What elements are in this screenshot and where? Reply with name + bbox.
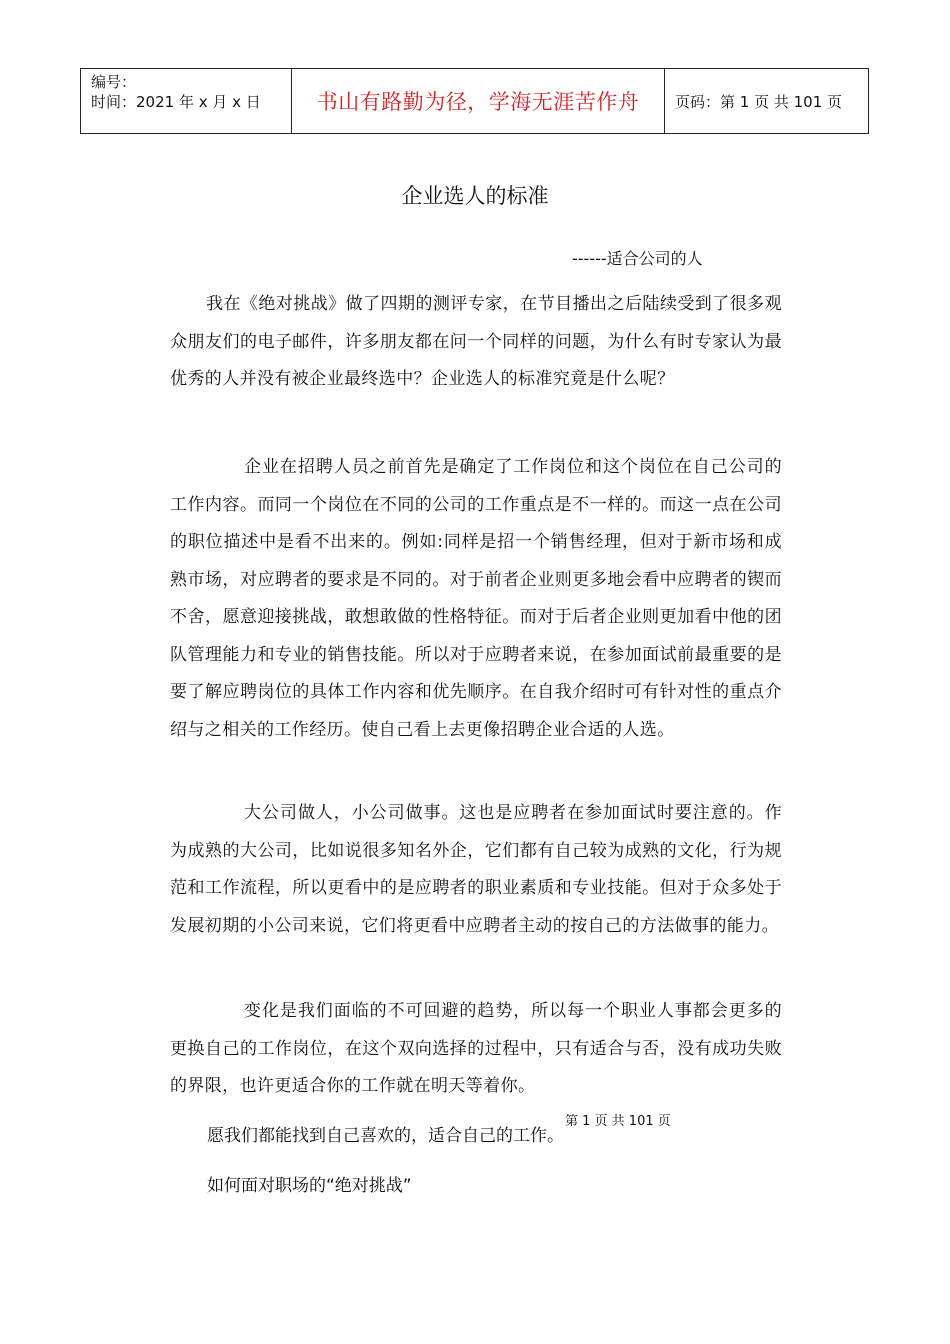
document-subtitle: ------适合公司的人 (572, 249, 703, 268)
paragraph-next-heading: 如何面对职场的“绝对挑战” (207, 1176, 412, 1196)
paragraph-intro: 我在《绝对挑战》做了四期的测评专家，在节目播出之后陆续受到了很多观众朋友们的电子邮件，许多朋友都在问一个同样的问题，为什么有时专家认为最优秀的人并没有被企业最终选中？企业选人的标准究竟是什么呢？ (170, 294, 782, 389)
header-meta-cell (81, 69, 292, 134)
header-table (80, 68, 869, 134)
page-footer: 第 1 页 共 101 页 (565, 1114, 671, 1129)
document-number-label: 编号： (91, 73, 137, 91)
header-page-info: 页码：第 1 页 共 101 页 (665, 69, 869, 134)
paragraph-wish: 愿我们都能找到自己喜欢的，适合自己的工作。 (207, 1126, 564, 1146)
document-title: 企业选人的标准 (401, 184, 549, 208)
header-motto: 书山有路勤为径，学海无涯苦作舟 (292, 69, 665, 134)
paragraph-company-size: 大公司做人，小公司做事。这也是应聘者在参加面试时要注意的。作为成熟的大公司，比如说很多知名外企，它们都有自己较为成熟的文化，行为规范和工作流程，所以更看中的是应聘者的职业素质和专业技能。但对于众多处于发展初期的小公司来说，它们将更看中应聘者主动的按自己的方法做事的能力。 (170, 803, 782, 936)
paragraph-job-content: 企业在招聘人员之前首先是确定了工作岗位和这个岗位在自己公司的工作内容。而同一个岗位在不同的公司的工作重点是不一样的。而这一点在公司的职位描述中是看不出来的。例如:同样是招一个销售经理，但对于新市场和成熟市场，对应聘者的要求是不同的。对于前者企业则更多地会看中应聘者的锲而不舍，愿意迎接挑战，敢想敢做的性格特征。而对于后者企业则更加看中他的团队管理能力和专业的销售技能。所以对于应聘者来说，在参加面试前最重要的是要了解应聘岗位的具体工作内容和优先顺序。在自我介绍时可有针对性的重点介绍与之相关的工作经历。使自己看上去更像招聘企业合适的人选。 (170, 457, 782, 740)
paragraph-change: 变化是我们面临的不可回避的趋势，所以每一个职业人事都会更多的更换自己的工作岗位，在这个双向选择的过程中，只有适合与否，没有成功失败的界限，也许更适合你的工作就在明天等着你。 (170, 1001, 782, 1096)
document-date-label: 时间：2021 年 x 月 x 日 (91, 93, 261, 111)
